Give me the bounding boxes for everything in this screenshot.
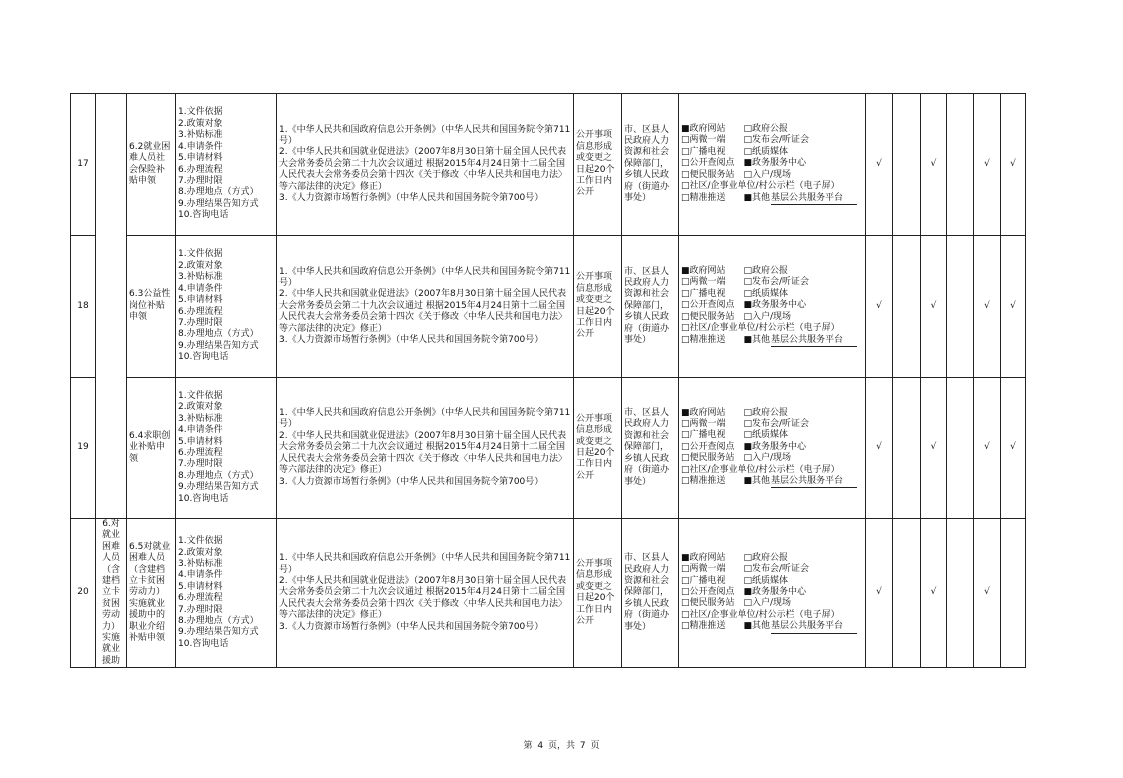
channel-option: □公开查阅点 ■政务服务中心 <box>681 586 807 597</box>
page-prefix: 第 <box>523 741 533 751</box>
table-row <box>71 236 1026 378</box>
channel-option: □广播电视 □纸质媒体 <box>681 288 789 299</box>
page-footer <box>0 738 1123 751</box>
check-mark: √ <box>1001 236 1026 378</box>
check-mark <box>893 94 921 236</box>
page-total: 7 <box>579 741 586 751</box>
item-name: 6.4求职创业补贴申领 <box>127 378 176 519</box>
check-mark: √ <box>866 378 893 519</box>
disclosure-body: 市、区县人民政府人力资源和社会保障部门，乡镇人民政府（街道办事处） <box>622 94 679 236</box>
row-number: 19 <box>71 378 96 519</box>
disclosure-channels <box>679 236 866 378</box>
check-mark <box>893 236 921 378</box>
channel-option: ■政府网站 □政府公报 <box>681 266 789 277</box>
check-mark <box>947 378 974 519</box>
channel-option: □便民服务站 □入户/现场 <box>681 169 792 180</box>
channel-option: □广播电视 □纸质媒体 <box>681 575 789 586</box>
check-mark: √ <box>921 378 947 519</box>
channel-option: □公开查阅点 ■政务服务中心 <box>681 441 807 452</box>
channel-option: □社区/企事业单位/村公示栏（电子屏） <box>681 181 840 192</box>
other-channel-value: 基层公共服务平台 <box>771 335 857 347</box>
disclosure-channels <box>679 378 866 519</box>
page-mid: 页，共 <box>547 741 575 751</box>
check-mark <box>893 378 921 519</box>
disclosure-time: 公开事项信息形成或变更之日起20个工作日内公开 <box>574 236 622 378</box>
page-suffix: 页 <box>590 741 600 751</box>
channel-option: □广播电视 □纸质媒体 <box>681 430 789 441</box>
channel-option: □两微一端 □发布会/听证会 <box>681 135 810 146</box>
channel-option: □精准推送 ■其他 <box>681 192 771 203</box>
disclosure-body: 市、区县人民政府人力资源和社会保障部门，乡镇人民政府（街道办事处） <box>622 519 679 668</box>
channel-option: □广播电视 □纸质媒体 <box>681 146 789 157</box>
check-mark: √ <box>866 94 893 236</box>
channel-option: □便民服务站 □入户/现场 <box>681 598 792 609</box>
channel-option: □社区/企事业单位/村公示栏（电子屏） <box>681 323 840 334</box>
channel-option: □精准推送 ■其他 <box>681 334 771 345</box>
channel-option: □社区/企事业单位/村公示栏（电子屏） <box>681 464 840 475</box>
item-name: 6.2就业困难人员社会保险补贴申领 <box>127 94 176 236</box>
row-number: 20 <box>71 519 96 668</box>
disclosure-body: 市、区县人民政府人力资源和社会保障部门，乡镇人民政府（街道办事处） <box>622 236 679 378</box>
item-name: 6.3公益性岗位补贴申领 <box>127 236 176 378</box>
table-row <box>71 378 1026 519</box>
channel-option: □社区/企事业单位/村公示栏（电子屏） <box>681 609 840 620</box>
check-mark: √ <box>974 236 1001 378</box>
disclosure-table <box>70 93 1026 668</box>
channel-option: □便民服务站 □入户/现场 <box>681 453 792 464</box>
check-mark: √ <box>866 236 893 378</box>
disclosure-elements: 1.文件依据 2.政策对象 3.补贴标准 4.申请条件 5.申请材料 6.办理流程 7.办理时限 8.办理地点（方式） 9.办理结果告知方式 10.咨询电话 <box>176 236 277 378</box>
page-number: 4 <box>537 741 544 751</box>
channel-option: □精准推送 ■其他 <box>681 476 771 487</box>
disclosure-channels <box>679 519 866 668</box>
disclosure-body: 市、区县人民政府人力资源和社会保障部门，乡镇人民政府（街道办事处） <box>622 378 679 519</box>
check-mark: √ <box>921 94 947 236</box>
other-channel-value: 基层公共服务平台 <box>771 193 857 205</box>
table-body <box>71 94 1026 668</box>
other-channel-value: 基层公共服务平台 <box>771 621 857 633</box>
channel-option: □便民服务站 □入户/现场 <box>681 311 792 322</box>
legal-basis: 1.《中华人民共和国政府信息公开条例》（中华人民共和国国务院令第711号） 2.《中华人民共和国就业促进法》（2007年8月30日第十届全国人民代表大会常务委员会第二十九次会议通过 根据2015年4月24日第十二届全国人民代表大会常务委员会第十四次《关于修改〈中华人民共和国电力法〉等六部法律的决定》修正） 3.《人力资源市场暂行条例》（中华人民共和国国务院令第700号） <box>277 519 574 668</box>
check-mark: √ <box>866 519 893 668</box>
channel-option: □公开查阅点 ■政务服务中心 <box>681 300 807 311</box>
disclosure-elements: 1.文件依据 2.政策对象 3.补贴标准 4.申请条件 5.申请材料 6.办理流程 7.办理时限 8.办理地点（方式） 9.办理结果告知方式 10.咨询电话 <box>176 378 277 519</box>
row-number: 18 <box>71 236 96 378</box>
table-row <box>71 94 1026 236</box>
other-channel-value: 基层公共服务平台 <box>771 476 857 488</box>
disclosure-channels <box>679 94 866 236</box>
disclosure-elements: 1.文件依据 2.政策对象 3.补贴标准 4.申请条件 5.申请材料 6.办理流程 7.办理时限 8.办理地点（方式） 9.办理结果告知方式 10.咨询电话 <box>176 519 277 668</box>
disclosure-time: 公开事项信息形成或变更之日起20个工作日内公开 <box>574 378 622 519</box>
table-row <box>71 519 1026 668</box>
row-number: 17 <box>71 94 96 236</box>
legal-basis: 1.《中华人民共和国政府信息公开条例》（中华人民共和国国务院令第711号） 2.《中华人民共和国就业促进法》（2007年8月30日第十届全国人民代表大会常务委员会第二十九次会议通过 根据2015年4月24日第十二届全国人民代表大会常务委员会第十四次《关于修改〈中华人民共和国电力法〉等六部法律的决定》修正） 3.《人力资源市场暂行条例》（中华人民共和国国务院令第700号） <box>277 236 574 378</box>
channel-option: ■政府网站 □政府公报 <box>681 124 789 135</box>
check-mark <box>947 94 974 236</box>
legal-basis: 1.《中华人民共和国政府信息公开条例》（中华人民共和国国务院令第711号） 2.《中华人民共和国就业促进法》（2007年8月30日第十届全国人民代表大会常务委员会第二十九次会议通过 根据2015年4月24日第十二届全国人民代表大会常务委员会第十四次《关于修改〈中华人民共和国电力法〉等六部法律的决定》修正） 3.《人力资源市场暂行条例》（中华人民共和国国务院令第700号） <box>277 94 574 236</box>
check-mark: √ <box>921 236 947 378</box>
channel-option: ■政府网站 □政府公报 <box>681 407 789 418</box>
check-mark: √ <box>1001 378 1026 519</box>
item-name: 6.5对就业困难人员（含建档立卡贫困劳动力）实施就业援助中的职业介绍补贴申领 <box>127 519 176 668</box>
channel-option: □两微一端 □发布会/听证会 <box>681 418 810 429</box>
channel-option: □公开查阅点 ■政务服务中心 <box>681 158 807 169</box>
channel-option: □两微一端 □发布会/听证会 <box>681 564 810 575</box>
check-mark <box>893 519 921 668</box>
category-cell: 6.对就业困难人员（含建档立卡贫困劳动力）实施就业援助 <box>96 519 127 668</box>
disclosure-time: 公开事项信息形成或变更之日起20个工作日内公开 <box>574 94 622 236</box>
check-mark: √ <box>1001 94 1026 236</box>
legal-basis: 1.《中华人民共和国政府信息公开条例》（中华人民共和国国务院令第711号） 2.《中华人民共和国就业促进法》（2007年8月30日第十届全国人民代表大会常务委员会第二十九次会议通过 根据2015年4月24日第十二届全国人民代表大会常务委员会第十四次《关于修改〈中华人民共和国电力法〉等六部法律的决定》修正） 3.《人力资源市场暂行条例》（中华人民共和国国务院令第700号） <box>277 378 574 519</box>
disclosure-elements: 1.文件依据 2.政策对象 3.补贴标准 4.申请条件 5.申请材料 6.办理流程 7.办理时限 8.办理地点（方式） 9.办理结果告知方式 10.咨询电话 <box>176 94 277 236</box>
channel-option: □精准推送 ■其他 <box>681 621 771 632</box>
check-mark <box>1001 519 1026 668</box>
check-mark: √ <box>974 378 1001 519</box>
channel-option: ■政府网站 □政府公报 <box>681 552 789 563</box>
check-mark: √ <box>974 519 1001 668</box>
check-mark <box>947 519 974 668</box>
channel-option: □两微一端 □发布会/听证会 <box>681 277 810 288</box>
category-cell-blank <box>96 94 127 519</box>
check-mark: √ <box>921 519 947 668</box>
check-mark <box>947 236 974 378</box>
disclosure-time: 公开事项信息形成或变更之日起20个工作日内公开 <box>574 519 622 668</box>
check-mark: √ <box>974 94 1001 236</box>
